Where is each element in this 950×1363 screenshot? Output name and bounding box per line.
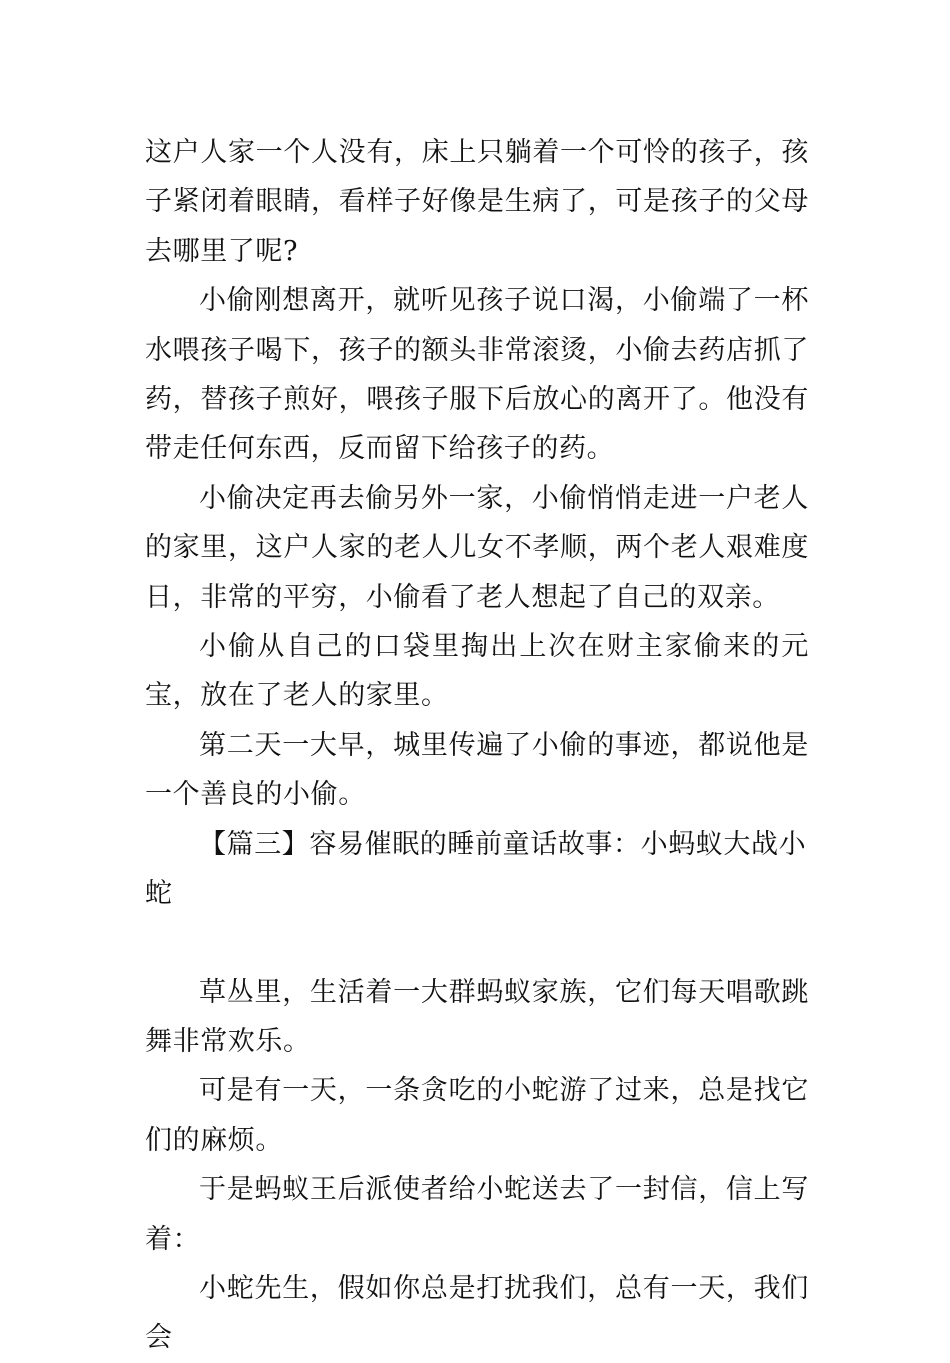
paragraph: 可是有一天，一条贪吃的小蛇游了过来，总是找它们的麻烦。 bbox=[145, 1075, 809, 1156]
paragraph: 这户人家一个人没有，床上只躺着一个可怜的孩子，孩子紧闭着眼睛，看样子好像是生病了，可是孩子的父母去哪里了呢? bbox=[145, 137, 809, 267]
paragraph: 小偷决定再去偷另外一家，小偷悄悄走进一户老人的家里，这户人家的老人儿女不孝顺，两个老人艰难度日，非常的平穷，小偷看了老人想起了自己的双亲。 bbox=[145, 482, 809, 613]
paragraph: 草丛里，生活着一大群蚂蚁家族，它们每天唱歌跳舞非常欢乐。 bbox=[145, 976, 809, 1057]
paragraph: 第二天一大早，城里传遍了小偷的事迹，都说他是一个善良的小偷。 bbox=[145, 729, 809, 811]
paragraph: 小蛇先生，假如你总是打扰我们，总有一天，我们会 bbox=[145, 1272, 809, 1354]
body-text bbox=[145, 128, 809, 1363]
paragraph: 于是蚂蚁王后派使者给小蛇送去了一封信，信上写着： bbox=[145, 1174, 809, 1255]
section-heading: 【篇三】容易催眠的睡前童话故事：小蚂蚁大战小蛇 bbox=[145, 828, 807, 910]
paragraph: 小偷从自己的口袋里掏出上次在财主家偷来的元宝，放在了老人的家里。 bbox=[145, 631, 809, 712]
paragraph: 小偷刚想离开，就听见孩子说口渴，小偷端了一杯水喂孩子喝下，孩子的额头非常滚烫，小偷去药店抓了药，替孩子煎好，喂孩子服下后放心的离开了。他没有带走任何东西，反而留下给孩子的药。 bbox=[145, 285, 809, 465]
